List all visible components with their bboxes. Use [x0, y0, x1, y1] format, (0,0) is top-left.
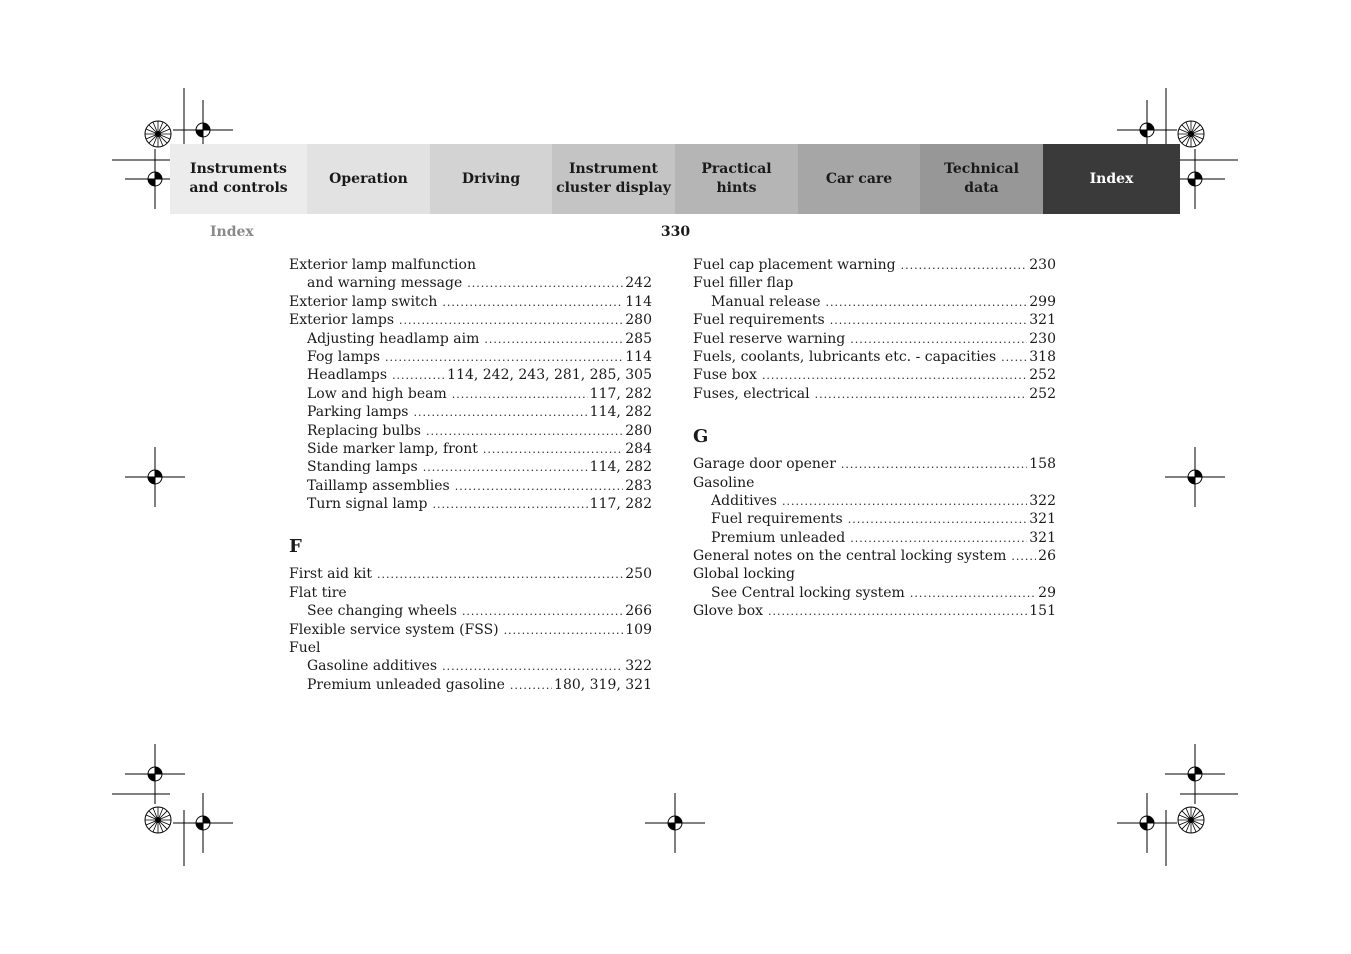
index-term: Exterior lamps	[289, 312, 395, 329]
index-entry	[693, 455, 1056, 473]
index-term: Premium unleaded gasoline	[307, 676, 505, 693]
tab-operation[interactable]: Operation	[307, 144, 430, 214]
tab-instrument-cluster-display[interactable]: Instrument cluster display	[552, 144, 675, 214]
dot-leader	[413, 404, 587, 422]
page-reference-link[interactable]: 252	[1029, 367, 1056, 384]
dot-leader	[504, 622, 624, 640]
index-subentry	[693, 293, 1056, 311]
dot-leader	[377, 566, 623, 584]
dot-leader	[467, 275, 623, 293]
index-entry	[289, 584, 652, 602]
page-reference-link[interactable]: 285	[625, 330, 652, 347]
page-reference-link[interactable]: 322	[625, 658, 652, 675]
page-reference-link[interactable]: 242	[625, 275, 652, 292]
index-subentry	[693, 510, 1056, 528]
index-entry	[289, 293, 652, 311]
index-term: Manual release	[711, 293, 821, 310]
index-term: Exterior lamp malfunction	[289, 257, 476, 273]
dot-leader	[782, 493, 1027, 511]
index-term: Side marker lamp, front	[307, 440, 478, 457]
dot-leader	[850, 331, 1027, 349]
index-subentry	[289, 366, 652, 384]
page-reference-link[interactable]: 26	[1038, 548, 1056, 565]
dot-leader	[483, 441, 623, 459]
index-term: Fuel requirements	[693, 312, 825, 329]
index-subentry	[289, 602, 652, 620]
page-reference-link[interactable]: 117, 282	[589, 385, 652, 402]
index-term: Glove box	[693, 603, 764, 620]
page-reference-link[interactable]: 299	[1029, 293, 1056, 310]
index-subentry	[289, 385, 652, 403]
index-term: Exterior lamp switch	[289, 293, 438, 310]
index-term: Flexible service system (FSS)	[289, 621, 499, 638]
page-reference-link[interactable]: 117, 282	[589, 496, 652, 513]
index-entry	[693, 311, 1056, 329]
index-term: See Central locking system	[711, 584, 905, 601]
index-term: Standing lamps	[307, 459, 418, 476]
index-term: Turn signal lamp	[307, 496, 428, 513]
index-term: Gasoline	[693, 474, 755, 491]
dot-leader	[423, 459, 588, 477]
index-entry	[693, 547, 1056, 565]
index-entry	[693, 348, 1056, 366]
index-entry	[289, 256, 652, 274]
index-term: Fuel	[289, 640, 321, 657]
tab-driving[interactable]: Driving	[430, 144, 552, 214]
index-term: Garage door opener	[693, 456, 836, 473]
dot-leader	[399, 312, 623, 330]
tab-practical-hints[interactable]: Practical hints	[675, 144, 798, 214]
index-entry	[693, 330, 1056, 348]
page-reference-link[interactable]: 318	[1029, 348, 1056, 365]
page-reference-link[interactable]: 230	[1029, 330, 1056, 347]
index-term: Additives	[711, 492, 777, 509]
tab-technical-data[interactable]: Technical data	[920, 144, 1043, 214]
dot-leader	[392, 367, 445, 385]
page-reference-link[interactable]: 114	[625, 348, 652, 365]
index-term: First aid kit	[289, 566, 372, 583]
index-subentry	[289, 422, 652, 440]
index-entry	[289, 639, 652, 657]
dot-leader	[910, 585, 1036, 603]
index-column-left	[289, 256, 652, 694]
page-reference-link[interactable]: 114, 282	[589, 459, 652, 476]
page-reference-link[interactable]: 151	[1029, 603, 1056, 620]
index-term: Adjusting headlamp aim	[307, 330, 480, 347]
page-reference-link[interactable]: 266	[625, 603, 652, 620]
index-term: Flat tire	[289, 584, 347, 601]
chapter-tab-bar	[170, 144, 1180, 214]
dot-leader	[1001, 349, 1027, 367]
dot-leader	[433, 496, 588, 514]
tab-car-care[interactable]: Car care	[798, 144, 920, 214]
index-term: Fuel filler flap	[693, 275, 794, 292]
index-subentry	[289, 440, 652, 458]
index-term: Fuel reserve warning	[693, 330, 846, 347]
page-reference-link[interactable]: 180, 319, 321	[554, 676, 652, 693]
index-term: Replacing bulbs	[307, 422, 421, 439]
index-entry	[693, 474, 1056, 492]
page-reference-link[interactable]: 280	[625, 312, 652, 329]
dot-leader	[841, 456, 1027, 474]
dot-leader	[850, 530, 1027, 548]
index-subentry	[289, 458, 652, 476]
page-number: 330	[660, 224, 691, 240]
index-entry	[693, 602, 1056, 620]
index-column-right	[693, 256, 1056, 621]
page-reference-link[interactable]: 322	[1029, 492, 1056, 509]
index-term: Parking lamps	[307, 404, 409, 421]
dot-leader	[510, 677, 552, 695]
page-reference-link[interactable]: 114	[625, 293, 652, 310]
page-reference-link[interactable]: 321	[1029, 511, 1056, 528]
tab-instruments-and-controls[interactable]: Instruments and controls	[170, 144, 307, 214]
page-reference-link[interactable]: 280	[625, 422, 652, 439]
index-subentry	[289, 330, 652, 348]
index-term: Fog lamps	[307, 348, 381, 365]
dot-leader	[455, 478, 624, 496]
index-term: See changing wheels	[307, 603, 457, 620]
page-reference-link[interactable]: 321	[1029, 529, 1056, 546]
page-reference-link[interactable]: 321	[1029, 312, 1056, 329]
page-reference-link[interactable]: 284	[625, 440, 652, 457]
dot-leader	[768, 603, 1027, 621]
index-term: Low and high beam	[307, 385, 447, 402]
dot-leader	[452, 386, 588, 404]
index-subentry	[693, 529, 1056, 547]
index-subentry	[693, 492, 1056, 510]
page-reference-link[interactable]: 250	[625, 566, 652, 583]
index-letter-heading: G	[693, 426, 709, 448]
index-term: Taillamp assemblies	[307, 477, 450, 494]
index-term: and warning message	[307, 275, 463, 292]
index-subentry	[289, 495, 652, 513]
index-subentry	[693, 584, 1056, 602]
index-term: Fuse box	[693, 367, 757, 384]
dot-leader	[1011, 548, 1036, 566]
index-term: Premium unleaded	[711, 529, 846, 546]
index-term: Fuel requirements	[711, 511, 843, 528]
index-subentry	[289, 477, 652, 495]
index-subentry	[289, 657, 652, 675]
index-subentry	[289, 403, 652, 421]
index-entry	[693, 366, 1056, 384]
page-reference-link[interactable]: 230	[1029, 257, 1056, 273]
index-subentry	[289, 348, 652, 366]
page-reference-link[interactable]: 114, 282	[589, 404, 652, 421]
dot-leader	[426, 423, 623, 441]
index-subentry	[289, 274, 652, 292]
index-entry	[289, 565, 652, 583]
index-subentry	[289, 676, 652, 694]
index-term: Headlamps	[307, 367, 388, 384]
dot-leader	[830, 312, 1028, 330]
index-letter-heading: F	[289, 536, 302, 558]
tab-index[interactable]: Index	[1043, 144, 1180, 214]
dot-leader	[901, 257, 1028, 275]
page-reference-link[interactable]: 109	[625, 621, 652, 638]
section-label: Index	[210, 224, 254, 240]
dot-leader	[848, 511, 1028, 529]
index-entry	[693, 565, 1056, 583]
index-term: Fuel cap placement warning	[693, 257, 896, 273]
dot-leader	[442, 294, 623, 312]
page-reference-link[interactable]: 158	[1029, 456, 1056, 473]
dot-leader	[815, 386, 1028, 404]
page-reference-link[interactable]: 114, 242, 243, 281, 285, 305	[447, 367, 652, 384]
page-reference-link[interactable]: 283	[625, 477, 652, 494]
index-entry	[289, 311, 652, 329]
index-term: Global locking	[693, 566, 796, 583]
page-reference-link[interactable]: 29	[1038, 584, 1056, 601]
index-term: Fuels, coolants, lubricants etc. - capacities	[693, 348, 997, 365]
dot-leader	[442, 658, 623, 676]
dot-leader	[826, 294, 1028, 312]
dot-leader	[762, 367, 1027, 385]
page-reference-link[interactable]: 252	[1029, 385, 1056, 402]
index-entry	[693, 385, 1056, 403]
index-term: Fuses, electrical	[693, 385, 810, 402]
index-entry	[289, 621, 652, 639]
index-entry	[693, 256, 1056, 274]
index-term: General notes on the central locking system	[693, 548, 1007, 565]
dot-leader	[484, 331, 623, 349]
dot-leader	[462, 603, 623, 621]
index-term: Gasoline additives	[307, 658, 438, 675]
dot-leader	[385, 349, 623, 367]
index-entry	[693, 274, 1056, 292]
